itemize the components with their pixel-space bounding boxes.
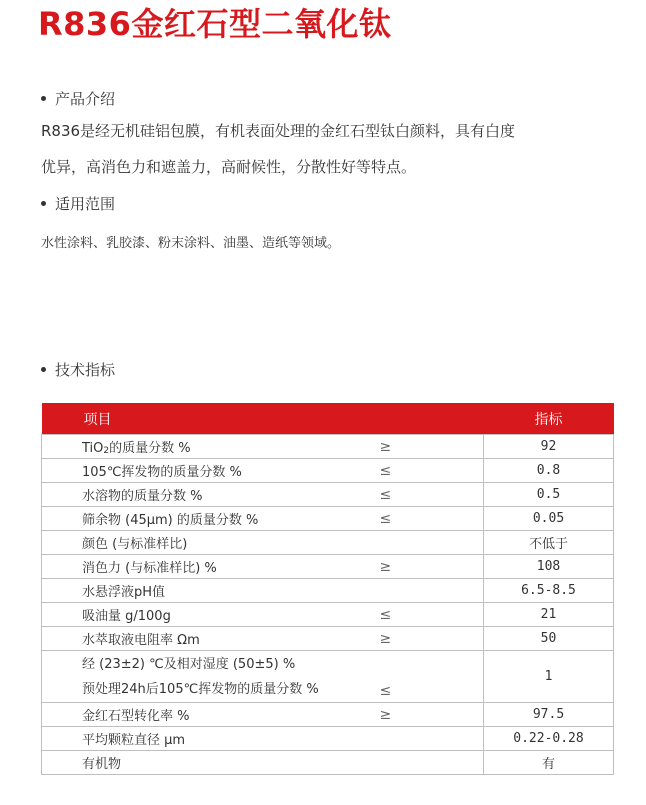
row-value: 0.22-0.28 bbox=[484, 727, 614, 751]
row-value: 不低于 bbox=[484, 531, 614, 555]
table-row bbox=[42, 703, 614, 727]
table-row bbox=[42, 579, 614, 603]
row-name: 筛余物 (45μm) 的质量分数 % bbox=[42, 507, 380, 531]
row-value: 有 bbox=[484, 751, 614, 775]
row-name: TiO2的质量分数 % bbox=[42, 435, 380, 459]
row-value: 0.5 bbox=[484, 483, 614, 507]
bullet-dot bbox=[41, 367, 46, 372]
row-value: 6.5-8.5 bbox=[484, 579, 614, 603]
intro-line-1: R836是经无机硅铝包膜，有机表面处理的金红石型钛白颜料，具有白度 bbox=[41, 122, 516, 140]
row-name: 消色力 (与标准样比) % bbox=[42, 555, 380, 579]
table-row bbox=[42, 555, 614, 579]
table-row bbox=[42, 435, 614, 459]
table-row bbox=[42, 727, 614, 751]
row-symbol: ≤ bbox=[380, 603, 484, 627]
application-text: 水性涂料、乳胶漆、粉末涂料、油墨、造纸等领域。 bbox=[41, 236, 341, 251]
row-symbol: ≥ bbox=[380, 555, 484, 579]
row-symbol bbox=[380, 531, 484, 555]
row-value: 97.5 bbox=[484, 703, 614, 727]
row-value: 92 bbox=[484, 435, 614, 459]
row-value: 21 bbox=[484, 603, 614, 627]
table-row bbox=[42, 507, 614, 531]
table-row bbox=[42, 531, 614, 555]
application-heading bbox=[41, 193, 115, 214]
table-row bbox=[42, 483, 614, 507]
table-row bbox=[42, 751, 614, 775]
spec-heading-label: 技术指标 bbox=[55, 361, 116, 379]
row-name: 水悬浮液pH值 bbox=[42, 579, 380, 603]
spec-heading bbox=[41, 359, 115, 380]
row-name: 平均颗粒直径 μm bbox=[42, 727, 380, 751]
row-name: 吸油量 g/100g bbox=[42, 603, 380, 627]
row-symbol bbox=[380, 579, 484, 603]
row-value: 0.8 bbox=[484, 459, 614, 483]
bullet-dot bbox=[41, 201, 46, 206]
row-symbol: ≤ bbox=[380, 483, 484, 507]
row-name: 有机物 bbox=[42, 751, 380, 775]
row-value: 108 bbox=[484, 555, 614, 579]
row-value: 0.05 bbox=[484, 507, 614, 531]
header-item: 项目 bbox=[42, 403, 484, 435]
row-symbol: ≤ bbox=[380, 651, 484, 703]
row-symbol bbox=[380, 751, 484, 775]
row-symbol: ≥ bbox=[380, 703, 484, 727]
intro-line-2: 优异，高消色力和遮盖力，高耐候性，分散性好等特点。 bbox=[41, 158, 417, 176]
page-title: R836金红石型二氧化钛 bbox=[38, 5, 392, 43]
row-symbol: ≤ bbox=[380, 459, 484, 483]
row-symbol bbox=[380, 727, 484, 751]
row-symbol: ≤ bbox=[380, 507, 484, 531]
row-name: 105℃挥发物的质量分数 % bbox=[42, 459, 380, 483]
table-row bbox=[42, 459, 614, 483]
row-name bbox=[42, 651, 380, 703]
intro-heading-label: 产品介绍 bbox=[55, 90, 116, 108]
spec-table bbox=[41, 403, 614, 775]
application-heading-label: 适用范围 bbox=[55, 195, 116, 213]
table-header-row bbox=[42, 403, 614, 435]
row-value: 50 bbox=[484, 627, 614, 651]
table-row bbox=[42, 627, 614, 651]
row-name-line-1: 经 (23±2) ℃及相对湿度 (50±5) % bbox=[82, 656, 296, 672]
row-name: 水萃取液电阻率 Ωm bbox=[42, 627, 380, 651]
table-row bbox=[42, 603, 614, 627]
row-symbol: ≥ bbox=[380, 435, 484, 459]
row-name: 金红石型转化率 % bbox=[42, 703, 380, 727]
bullet-dot bbox=[41, 96, 46, 101]
intro-heading bbox=[41, 88, 115, 109]
row-name: 水溶物的质量分数 % bbox=[42, 483, 380, 507]
row-value: 1 bbox=[484, 651, 614, 703]
header-value: 指标 bbox=[484, 403, 614, 435]
row-symbol: ≥ bbox=[380, 627, 484, 651]
row-name: 颜色 (与标准样比) bbox=[42, 531, 380, 555]
row-name-line-2: 预处理24h后105℃挥发物的质量分数 % bbox=[82, 681, 319, 697]
table-row bbox=[42, 651, 614, 703]
